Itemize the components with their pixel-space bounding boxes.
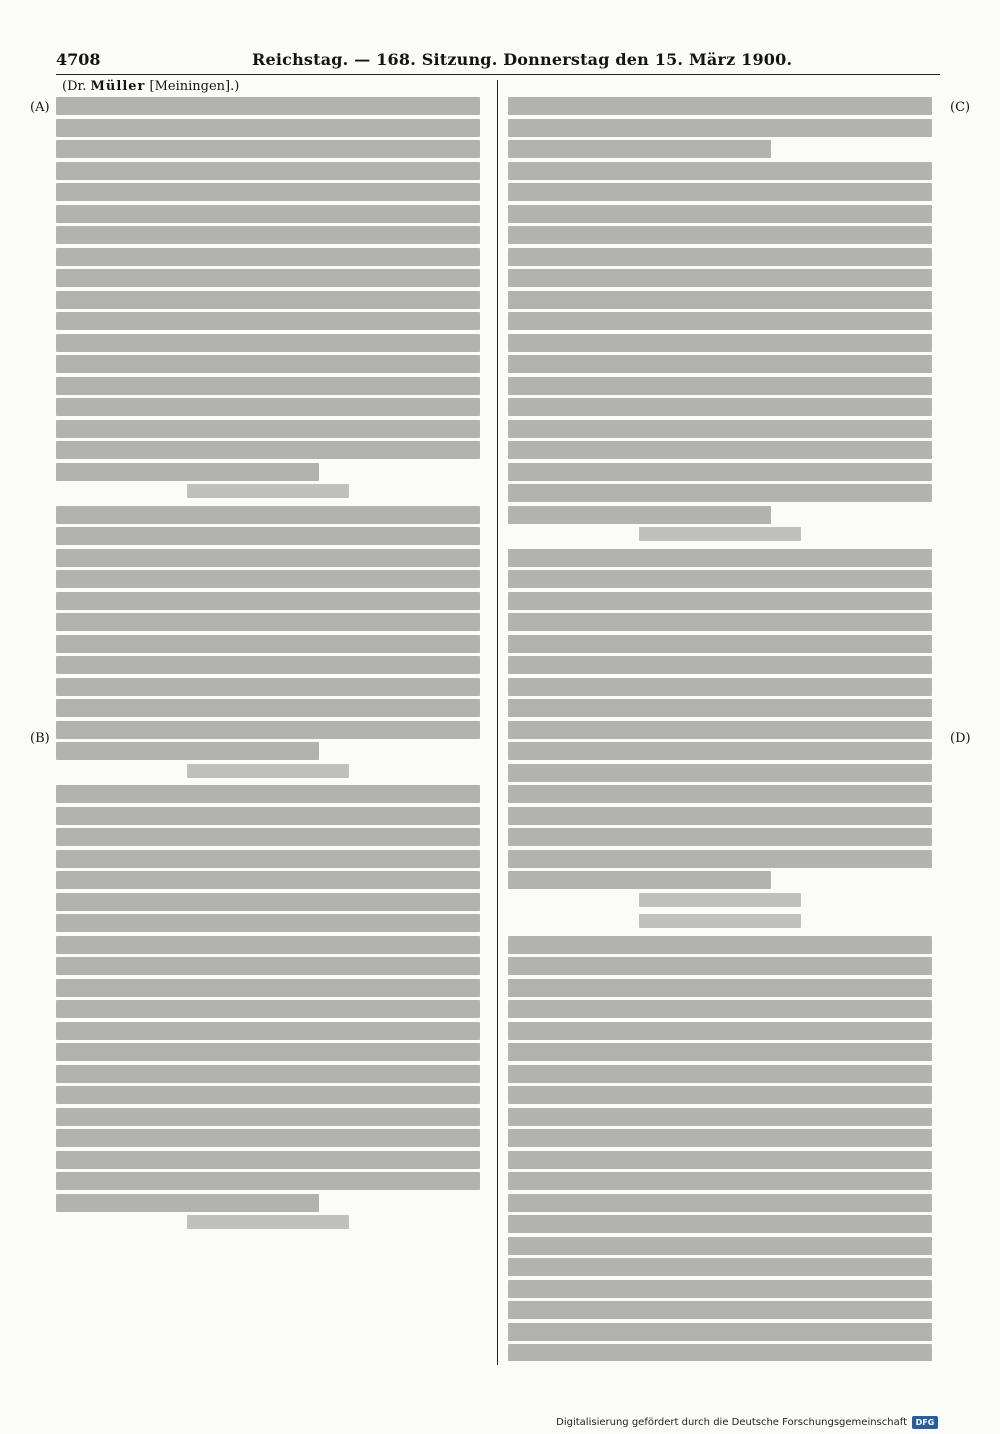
interjection-line (639, 914, 800, 928)
text-line (56, 205, 480, 223)
text-line (508, 1086, 932, 1104)
text-line (508, 140, 771, 158)
dfg-logo: DFG (912, 1416, 938, 1429)
text-line (56, 248, 480, 266)
text-line (508, 377, 932, 395)
text-line (508, 699, 932, 717)
text-line (56, 420, 480, 438)
text-line (508, 1301, 932, 1319)
interjection-line (187, 1215, 348, 1229)
text-line (56, 828, 480, 846)
text-line (56, 97, 480, 115)
text-line (508, 1258, 932, 1276)
text-line (56, 678, 480, 696)
text-line (508, 785, 932, 803)
text-line (508, 441, 932, 459)
text-line (56, 463, 319, 481)
text-line (508, 807, 932, 825)
text-line (56, 785, 480, 803)
text-line (56, 592, 480, 610)
text-line (508, 226, 932, 244)
speaker-rest: [Meiningen].) (145, 79, 240, 94)
text-line (508, 1344, 932, 1361)
text-line (56, 549, 480, 567)
text-line (56, 269, 480, 287)
margin-marker-d: (D) (950, 731, 971, 746)
text-line (508, 635, 932, 653)
text-line (56, 570, 480, 588)
text-line (56, 398, 480, 416)
text-line (56, 979, 480, 997)
text-line (508, 570, 932, 588)
text-line (508, 764, 932, 782)
text-line (508, 549, 932, 567)
text-line (56, 871, 480, 889)
text-line (508, 1323, 932, 1341)
text-line (56, 893, 480, 911)
text-line (56, 699, 480, 717)
text-line (56, 807, 480, 825)
text-line (508, 613, 932, 631)
text-line (56, 441, 480, 459)
text-line (508, 355, 932, 373)
margin-marker-c: (C) (950, 100, 971, 115)
footer-credit (556, 1416, 938, 1429)
text-line (508, 1022, 932, 1040)
text-line (56, 162, 480, 180)
text-line (508, 162, 932, 180)
text-line (56, 312, 480, 330)
text-line (508, 291, 932, 309)
text-line (56, 914, 480, 932)
text-line (508, 1000, 932, 1018)
text-line (56, 1172, 480, 1190)
column-divider (497, 80, 498, 1365)
text-line (508, 656, 932, 674)
text-line (56, 377, 480, 395)
text-line (508, 334, 932, 352)
text-line (56, 742, 319, 760)
text-line (508, 1280, 932, 1298)
interjection-line (639, 527, 800, 541)
page-header (56, 50, 940, 72)
text-line (56, 1194, 319, 1212)
text-line (508, 97, 932, 115)
text-line (508, 1172, 932, 1190)
text-line (56, 1108, 480, 1126)
text-line (508, 248, 932, 266)
text-line (508, 420, 932, 438)
text-line (56, 1151, 480, 1169)
text-line (56, 291, 480, 309)
text-line (508, 205, 932, 223)
right-text-column (508, 97, 932, 1361)
footer-text: Digitalisierung gefördert durch die Deutsche Forschungsgemeinschaft (556, 1417, 907, 1428)
text-line (508, 979, 932, 997)
text-line (56, 183, 480, 201)
text-line (508, 678, 932, 696)
margin-marker-a: (A) (30, 100, 50, 115)
text-line (508, 1065, 932, 1083)
text-line (56, 1129, 480, 1147)
text-line (508, 1129, 932, 1147)
text-line (508, 1151, 932, 1169)
text-line (508, 506, 771, 524)
text-line (508, 1043, 932, 1061)
page-title: Reichstag. — 168. Sitzung. Donnerstag den 15. März 1900. (252, 50, 793, 69)
text-line (56, 334, 480, 352)
text-line (56, 119, 480, 137)
text-line (56, 1043, 480, 1061)
text-line (508, 183, 932, 201)
text-line (508, 742, 932, 760)
speaker-attribution (62, 79, 239, 94)
text-line (56, 1000, 480, 1018)
text-line (508, 269, 932, 287)
text-line (508, 398, 932, 416)
text-line (56, 506, 480, 524)
text-line (56, 613, 480, 631)
text-line (508, 1237, 932, 1255)
text-line (56, 850, 480, 868)
text-line (508, 721, 932, 739)
text-line (508, 957, 932, 975)
speaker-open: (Dr. (62, 79, 91, 94)
text-line (508, 1194, 932, 1212)
interjection-line (187, 484, 348, 498)
text-line (508, 850, 932, 868)
text-line (56, 635, 480, 653)
page-number: 4708 (56, 50, 101, 69)
text-line (56, 721, 480, 739)
text-line (508, 1108, 932, 1126)
text-line (56, 656, 480, 674)
speaker-name: Müller (90, 79, 146, 94)
text-line (56, 355, 480, 373)
text-line (56, 226, 480, 244)
text-line (56, 1022, 480, 1040)
header-rule (56, 74, 940, 75)
text-line (508, 592, 932, 610)
text-line (508, 119, 932, 137)
text-line (56, 936, 480, 954)
text-line (508, 312, 932, 330)
text-line (56, 1065, 480, 1083)
text-line (508, 463, 932, 481)
left-text-column (56, 97, 480, 1361)
text-line (56, 527, 480, 545)
text-line (56, 957, 480, 975)
text-line (508, 936, 932, 954)
text-line (508, 1215, 932, 1233)
text-line (508, 484, 932, 502)
interjection-line (639, 893, 800, 907)
text-line (508, 871, 771, 889)
text-line (508, 828, 932, 846)
text-line (56, 1086, 480, 1104)
interjection-line (187, 764, 348, 778)
text-line (56, 140, 480, 158)
margin-marker-b: (B) (30, 731, 50, 746)
